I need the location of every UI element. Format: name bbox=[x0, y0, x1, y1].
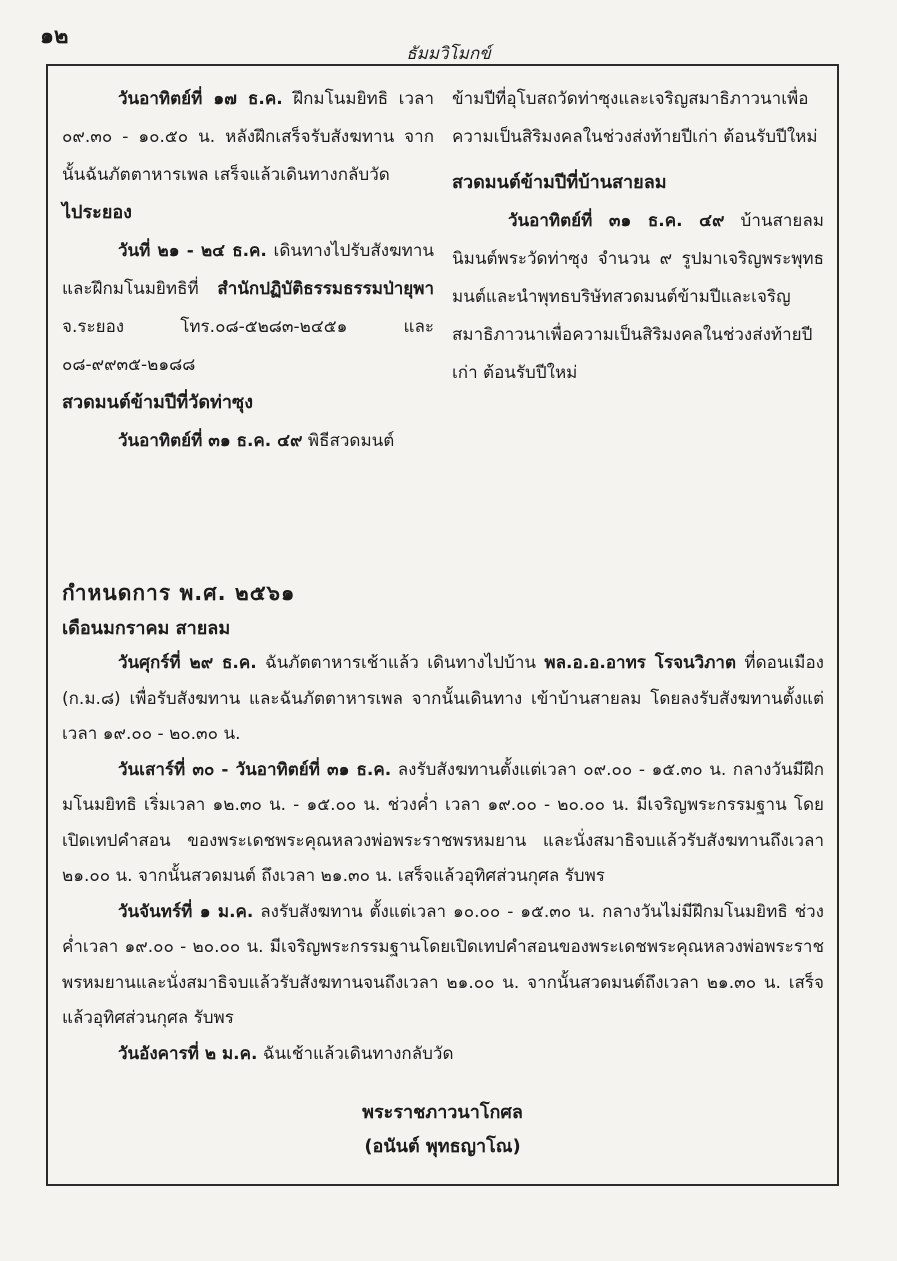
paragraph-text: ลงรับสังฆทานตั้งแต่เวลา ๐๙.๐๐ - ๑๕.๓๐ น. กลางวันมีฝึกมโนมยิทธิ เริ่มเวลา ๑๒.๓๐ น. - ๑๕.๐๐ น. ช่วงค่ำ เวลา ๑๙.๐๐ - ๒๐.๐๐ น. มีเจริญพระกรรมฐาน โดยเปิดเทปคำสอน ของพระเดชพระคุณหลวงพ่อพระราชพรหมยาน และนั่งสมาธิจบแล้วรับสังฆทานถึงเวลา ๒๑.๐๐ น. จากนั้นสวดมนต์ ถึงเวลา ๒๑.๓๐ น. เสร็จแล้วอุทิศส่วนกุศล รับพร bbox=[62, 759, 824, 886]
left-column bbox=[62, 80, 434, 460]
date-label: วันจันทร์ที่ ๑ ม.ค. bbox=[118, 901, 254, 922]
paragraph-text: บ้านสายลมนิมนต์พระวัดท่าซุง จำนวน ๙ รูปมาเจริญพระพุทธมนต์และนำพุทธบริษัทสวดมนต์ข้ามปีและเจริญสมาธิภาวนาเพื่อความเป็นสิริมงคลในช่วงส่งท้ายปีเก่า ต้อนรับปีใหม่ bbox=[452, 211, 824, 383]
paragraph-text: ลงรับสังฆทาน ตั้งแต่เวลา ๑๐.๐๐ - ๑๕.๓๐ น. กลางวันไม่มีฝึกมโนมยิทธิ ช่วงค่ำเวลา ๑๙.๐๐ - ๒๐.๐๐ น. มีเจริญพระกรรมฐานโดยเปิดเทปคำสอนของพระเดชพระคุณหลวงพ่อพระราชพรหมยานและนั่งสมาธิจบแล้วรับสังฆทานจนถึงเวลา ๒๑.๐๐ น. จากนั้นสวดมนต์ถึงเวลา ๒๑.๓๐ น. เสร็จแล้วอุทิศส่วนกุศล รับพร bbox=[62, 901, 824, 1028]
paragraph-dec-31-tha-sung bbox=[62, 422, 434, 460]
running-head: ธัมมวิโมกข์ bbox=[406, 44, 491, 64]
paragraph-text: จ.ระยอง โทร.๐๘-๕๒๘๓-๒๔๕๑ และ ๐๘-๙๙๓๕-๒๑๘๘ bbox=[62, 317, 434, 375]
paragraph-dec-17 bbox=[62, 80, 434, 194]
paragraph-text: พิธีสวดมนต์ bbox=[302, 431, 395, 451]
heading-tha-sung: สวดมนต์ข้ามปีที่วัดท่าซุง bbox=[62, 392, 253, 413]
paragraph-text: ที่ดอนเมือง (ก.ม.๘) เพื่อรับสังฆทาน และฉันภัตตาหารเพล จากนั้นเดินทาง เข้าบ้านสายลม โดยลงรับสังฆทานตั้งแต่เวลา ๑๙.๐๐ - ๒๐.๓๐ น. bbox=[62, 653, 824, 744]
signature-block bbox=[48, 1096, 837, 1164]
paragraph-dec-29 bbox=[62, 646, 824, 753]
signature-full-name: (อนันต์ พุทธญาโณ) bbox=[364, 1136, 521, 1157]
schedule-subtitle: เดือนมกราคม สายลม bbox=[62, 618, 231, 639]
date-label: วันที่ ๒๑ - ๒๔ ธ.ค. bbox=[118, 241, 267, 261]
date-label: วันเสาร์ที่ ๓๐ - วันอาทิตย์ที่ ๓๑ ธ.ค. bbox=[118, 759, 392, 780]
paragraph-text: เดินทางไปรับสังฆทานและฝึกมโนมยิทธิที่ bbox=[62, 241, 434, 299]
heading-rayong: ไประยอง bbox=[62, 202, 132, 223]
date-label: วันอาทิตย์ที่ ๓๑ ธ.ค. ๔๙ bbox=[118, 431, 303, 451]
date-label: วันศุกร์ที่ ๒๙ ธ.ค. bbox=[118, 653, 257, 673]
paragraph-dec-31-sai-lom bbox=[452, 202, 824, 392]
host-name: พล.อ.อ.อาทร โรจนวิภาต bbox=[544, 653, 736, 673]
paragraph-dec-21-24 bbox=[62, 232, 434, 384]
date-label: วันอังคารที่ ๒ ม.ค. bbox=[118, 1043, 258, 1064]
schedule-title: กำหนดการ พ.ศ. ๒๕๖๑ bbox=[62, 581, 296, 605]
paragraph-dec-30-31 bbox=[62, 753, 824, 895]
signature-title: พระราชภาวนาโกศล bbox=[362, 1102, 523, 1123]
place-name: สำนักปฏิบัติธรรมธรรมป่ายุพา bbox=[217, 279, 434, 299]
date-label: วันอาทิตย์ที่ ๑๗ ธ.ค. bbox=[118, 89, 283, 109]
page-number: ๑๒ bbox=[40, 24, 69, 49]
paragraph-text: ฉันเช้าแล้วเดินทางกลับวัด bbox=[257, 1043, 454, 1064]
paragraph-jan-1 bbox=[62, 895, 824, 1037]
right-column bbox=[452, 80, 824, 392]
heading-sai-lom: สวดมนต์ข้ามปีที่บ้านสายลม bbox=[452, 172, 667, 193]
paragraph-continued: ข้ามปีที่อุโบสถวัดท่าซุงและเจริญสมาธิภาวนาเพื่อความเป็นสิริมงคลในช่วงส่งท้ายปีเก่า ต้อนรับปีใหม่ bbox=[452, 89, 818, 147]
schedule-section bbox=[62, 574, 824, 1072]
date-label: วันอาทิตย์ที่ ๓๑ ธ.ค. ๔๙ bbox=[508, 211, 725, 231]
content-frame bbox=[46, 64, 839, 1186]
paragraph-text: ฝึกมโนมยิทธิ เวลา ๐๙.๓๐ - ๑๐.๕๐ น. หลังฝึกเสร็จรับสังฆทาน จากนั้นฉันภัตตาหารเพล เสร็จแล้วเดินทางกลับวัด bbox=[62, 89, 434, 185]
paragraph-jan-2 bbox=[62, 1037, 824, 1073]
paragraph-text: ฉันภัตตาหารเช้าแล้ว เดินทางไปบ้าน bbox=[256, 653, 545, 673]
